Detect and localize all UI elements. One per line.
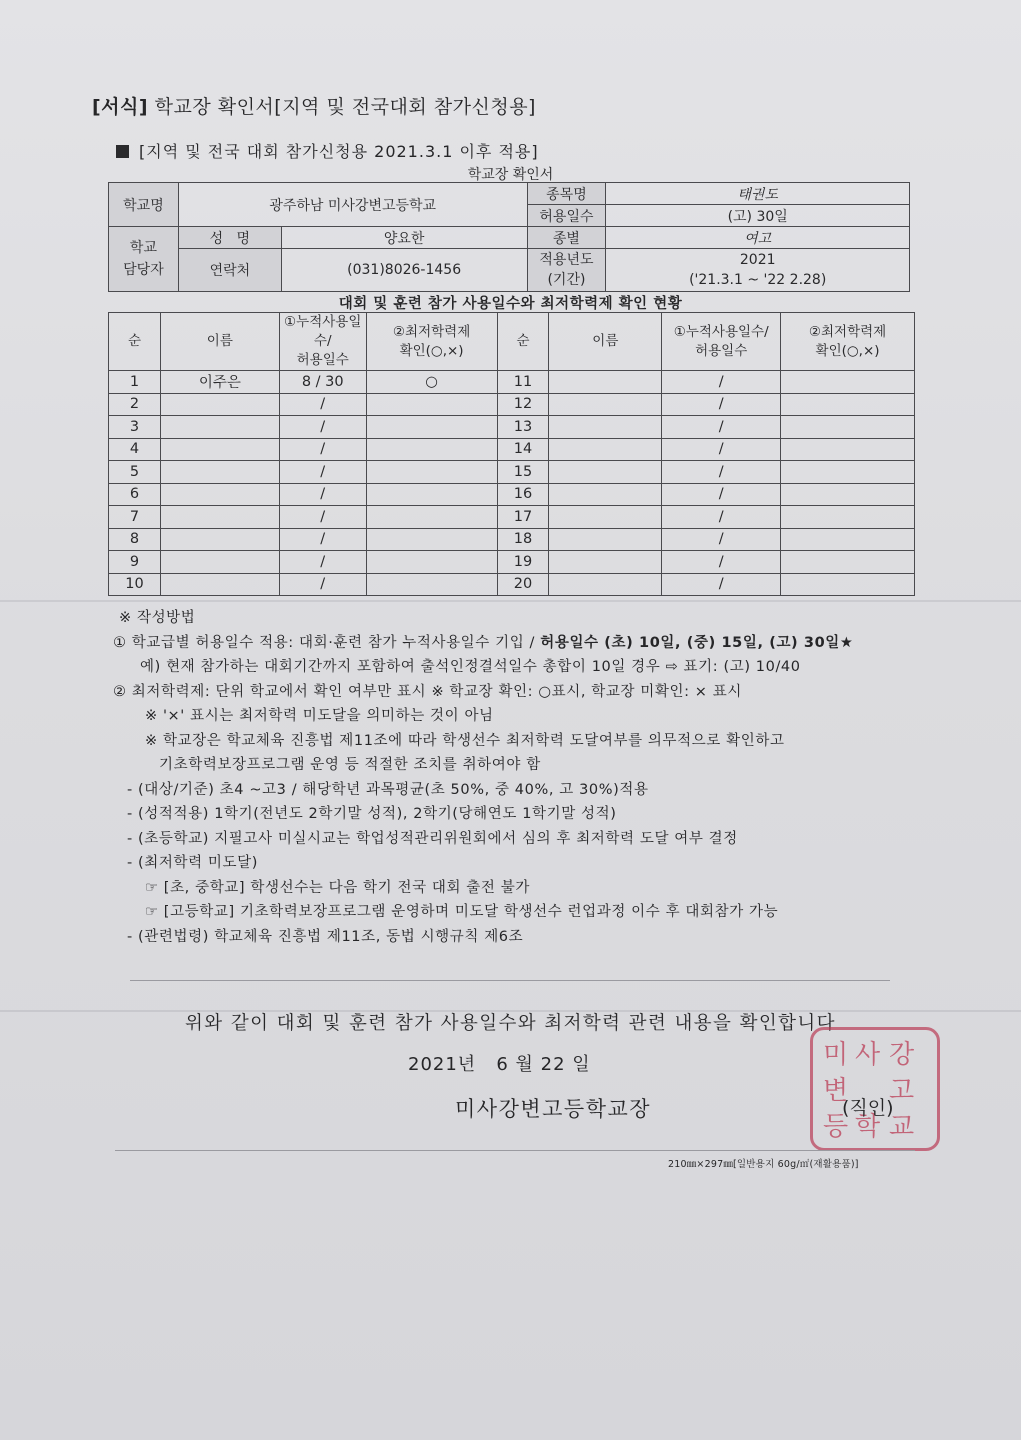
detail-5: - (관련법령) 학교체육 진흥법 제11조, 동법 시행규칙 제6조 [127,928,524,945]
row-days: / [279,393,366,416]
row-no-2: 15 [497,461,549,484]
usage-row [109,416,915,439]
row-name-2 [549,528,662,551]
principal-name: 미사강변고등학교장 [455,1097,652,1121]
row-no-2: 16 [497,483,549,506]
header-days2-line1: ①누적사용일수/ [673,323,769,340]
row-check-2 [781,438,915,461]
contact-label: 연락처 [178,249,281,292]
row-check [366,506,497,529]
document-title [92,92,536,119]
row-days-2: / [662,438,781,461]
row-check [366,438,497,461]
header-no-2: 순 [497,313,549,371]
subtitle-text: [지역 및 전국 대회 참가신청용 2021.3.1 이후 적용] [139,142,539,161]
header-days-2 [662,313,781,371]
header-days-line2: 허용일수 [296,352,349,368]
row-name [160,483,279,506]
row-no-2: 14 [497,438,549,461]
usage-row [109,393,915,416]
row-check [366,461,497,484]
row-check-2 [781,371,915,394]
header-min2-line2: 확인(○,×) [815,342,880,359]
row-check-2 [781,416,915,439]
note-1 [113,631,854,656]
row-days-2: / [662,573,781,596]
square-bullet-icon [116,145,129,158]
row-check-2 [781,506,915,529]
school-label: 학교명 [109,183,179,227]
year-value-cell [606,249,910,292]
usage-row [109,371,915,394]
seal-char: 교 [889,1112,915,1142]
row-check [366,573,497,596]
row-days: 8 / 30 [279,371,366,394]
category-value: 여고 [606,227,910,249]
contact-value: (031)8026-1456 [281,249,527,292]
row-name-2 [549,461,662,484]
detail-1: - (대상/기준) 초4 ~고3 / 해당학년 과목평균(초 50%, 중 40%, 고 30%)적용 [127,781,649,798]
row-no: 3 [109,416,161,439]
usage-row [109,551,915,574]
row-check [366,528,497,551]
seal-char: 등 [823,1112,849,1142]
header-name-2: 이름 [549,313,662,371]
event-label: 종목명 [527,183,606,205]
header-min-2 [781,313,915,371]
row-check [366,393,497,416]
usage-row [109,528,915,551]
official-seal [810,1027,940,1151]
row-check [366,416,497,439]
row-days-2: / [662,461,781,484]
row-days-2: / [662,393,781,416]
row-no: 4 [109,438,161,461]
row-days: / [279,551,366,574]
row-days-2: / [662,551,781,574]
usage-row [109,438,915,461]
row-no-2: 20 [497,573,549,596]
allowed-days-value: (고) 30일 [606,205,910,227]
row-check-2 [781,573,915,596]
row-name-2 [549,506,662,529]
manager-label-line1: 학교 [129,240,157,256]
seal-char: 변 [823,1076,849,1106]
row-no: 8 [109,528,161,551]
row-check [366,551,497,574]
name-value: 양요한 [281,227,527,249]
row-check: ○ [366,371,497,394]
row-name-2 [549,483,662,506]
divider [130,980,890,981]
event-value: 태권도 [606,183,910,205]
detail-4-b: ☞ [고등학교] 기초학력보장프로그램 운영하며 미도달 학생선수 런업과정 이수 후 대회참가 가능 [145,904,779,920]
row-name: 이주은 [160,371,279,394]
fold-line [0,600,1021,602]
notes-heading: ※ 작성방법 [119,610,196,626]
row-name-2 [549,416,662,439]
row-days-2: / [662,528,781,551]
row-no-2: 17 [497,506,549,529]
row-name [160,416,279,439]
row-check-2 [781,528,915,551]
row-name-2 [549,438,662,461]
seal-char: 미 [823,1040,849,1070]
seal-char: 학 [855,1112,881,1142]
row-name-2 [549,371,662,394]
note-2-b1: ※ 학교장은 학교체육 진흥법 제11조에 따라 학생선수 최저학력 도달여부를 의무적으로 확인하고 [145,732,785,749]
detail-4-a: ☞ [초, 중학교] 학생선수는 다음 학기 전국 대회 출전 불가 [145,879,530,896]
row-days-2: / [662,483,781,506]
row-name [160,438,279,461]
header-min-line1: ②최저학력제 [392,323,471,340]
issue-date: 2021년 6 월 22 일 [408,1054,591,1075]
row-days-2: / [662,416,781,439]
info-table [108,182,910,292]
row-name-2 [549,393,662,416]
title-tag: [서식] [92,96,149,118]
year-value: 2021 [739,252,776,268]
header-days-line1: ①누적사용일수/ [284,314,362,349]
row-days-2: / [662,371,781,394]
note-1-example: 예) 현재 참가하는 대회기간까지 포함하여 출석인정결석일수 총합이 10일 경우 ⇨ 표기: (고) 10/40 [140,659,801,675]
document-subtitle [116,139,539,162]
header-days [279,313,366,371]
seal-char: 강 [889,1040,915,1070]
row-name [160,461,279,484]
row-no: 6 [109,483,161,506]
note-2-b2: 기초학력보장프로그램 운영 등 적절한 조치를 취하여야 함 [159,757,541,773]
row-name [160,551,279,574]
usage-row [109,573,915,596]
header-min [366,313,497,371]
category-label: 종별 [527,227,606,249]
note-2-a: ※ '×' 표시는 최저학력 미도달을 의미하는 것이 아님 [145,708,494,724]
header-min-line2: 확인(○,×) [399,342,464,359]
year-label-line2: (기간) [547,272,586,288]
header-no: 순 [109,313,161,371]
row-no-2: 18 [497,528,549,551]
detail-4: - (최저학력 미도달) [127,855,259,871]
usage-row [109,483,915,506]
row-name [160,528,279,551]
seal-char: 고 [889,1076,915,1106]
school-value: 광주하남 미사강변고등학교 [178,183,527,227]
row-name [160,393,279,416]
note-2: ② 최저학력제: 단위 학교에서 확인 여부만 표시 ※ 학교장 확인: ○표시, 학교장 미확인: × 표시 [113,683,742,700]
allowed-days-label: 허용일수 [527,205,606,227]
note-1-bold: 허용일수 (초) 10일, (중) 15일, (고) 30일★ [540,634,854,651]
row-no: 7 [109,506,161,529]
row-days: / [279,416,366,439]
name-label: 성 명 [178,227,281,249]
row-days: / [279,573,366,596]
row-days: / [279,528,366,551]
row-name [160,506,279,529]
usage-row [109,506,915,529]
row-no-2: 11 [497,371,549,394]
detail-2: - (성적적용) 1학기(전년도 2학기말 성적), 2학기(당해연도 1학기말 성적) [127,806,617,822]
row-no: 5 [109,461,161,484]
footer-divider [115,1150,915,1151]
form-caption: 학교장 확인서 [467,167,554,183]
note-1-text: ① 학교급별 허용일수 적용: 대회·훈련 참가 누적사용일수 기입 / [113,634,541,651]
confirm-statement: 위와 같이 대회 및 훈련 참가 사용일수와 최저학력 관련 내용을 확인합니다 [185,1013,836,1034]
row-check-2 [781,483,915,506]
year-label [527,249,606,292]
manager-label [109,227,179,292]
usage-body [109,371,915,596]
usage-section-title: 대회 및 훈련 참가 사용일수와 최저학력제 확인 현황 [338,296,683,312]
row-days: / [279,438,366,461]
row-no: 2 [109,393,161,416]
seal-char: 사 [855,1040,881,1070]
header-days2-line2: 허용일수 [695,342,748,359]
row-days-2: / [662,506,781,529]
row-no-2: 19 [497,551,549,574]
paper-spec: 210㎜×297㎜[일반용지 60g/㎡(재활용품)] [668,1159,859,1170]
row-no-2: 12 [497,393,549,416]
row-name [160,573,279,596]
seal-label: (직인) [842,1097,894,1119]
usage-row [109,461,915,484]
row-check-2 [781,551,915,574]
row-no: 1 [109,371,161,394]
usage-table [108,312,915,596]
row-no: 10 [109,573,161,596]
manager-label-line2: 담당자 [123,262,164,278]
usage-header-row [109,313,915,371]
row-name-2 [549,551,662,574]
row-check-2 [781,393,915,416]
row-days: / [279,483,366,506]
title-text: 학교장 확인서[지역 및 전국대회 참가신청용] [148,96,536,118]
header-name: 이름 [160,313,279,371]
notes-block [113,606,854,949]
row-check [366,483,497,506]
row-days: / [279,461,366,484]
detail-3: - (초등학교) 지필고사 미실시교는 학업성적관리위원회에서 심의 후 최저학력 도달 여부 결정 [127,830,738,847]
year-label-line1: 적용년도 [539,252,594,268]
period-value: ('21.3.1 ~ '22 2.28) [689,272,827,288]
row-name-2 [549,573,662,596]
row-check-2 [781,461,915,484]
row-days: / [279,506,366,529]
row-no: 9 [109,551,161,574]
header-min2-line1: ②최저학력제 [808,323,887,340]
row-no-2: 13 [497,416,549,439]
